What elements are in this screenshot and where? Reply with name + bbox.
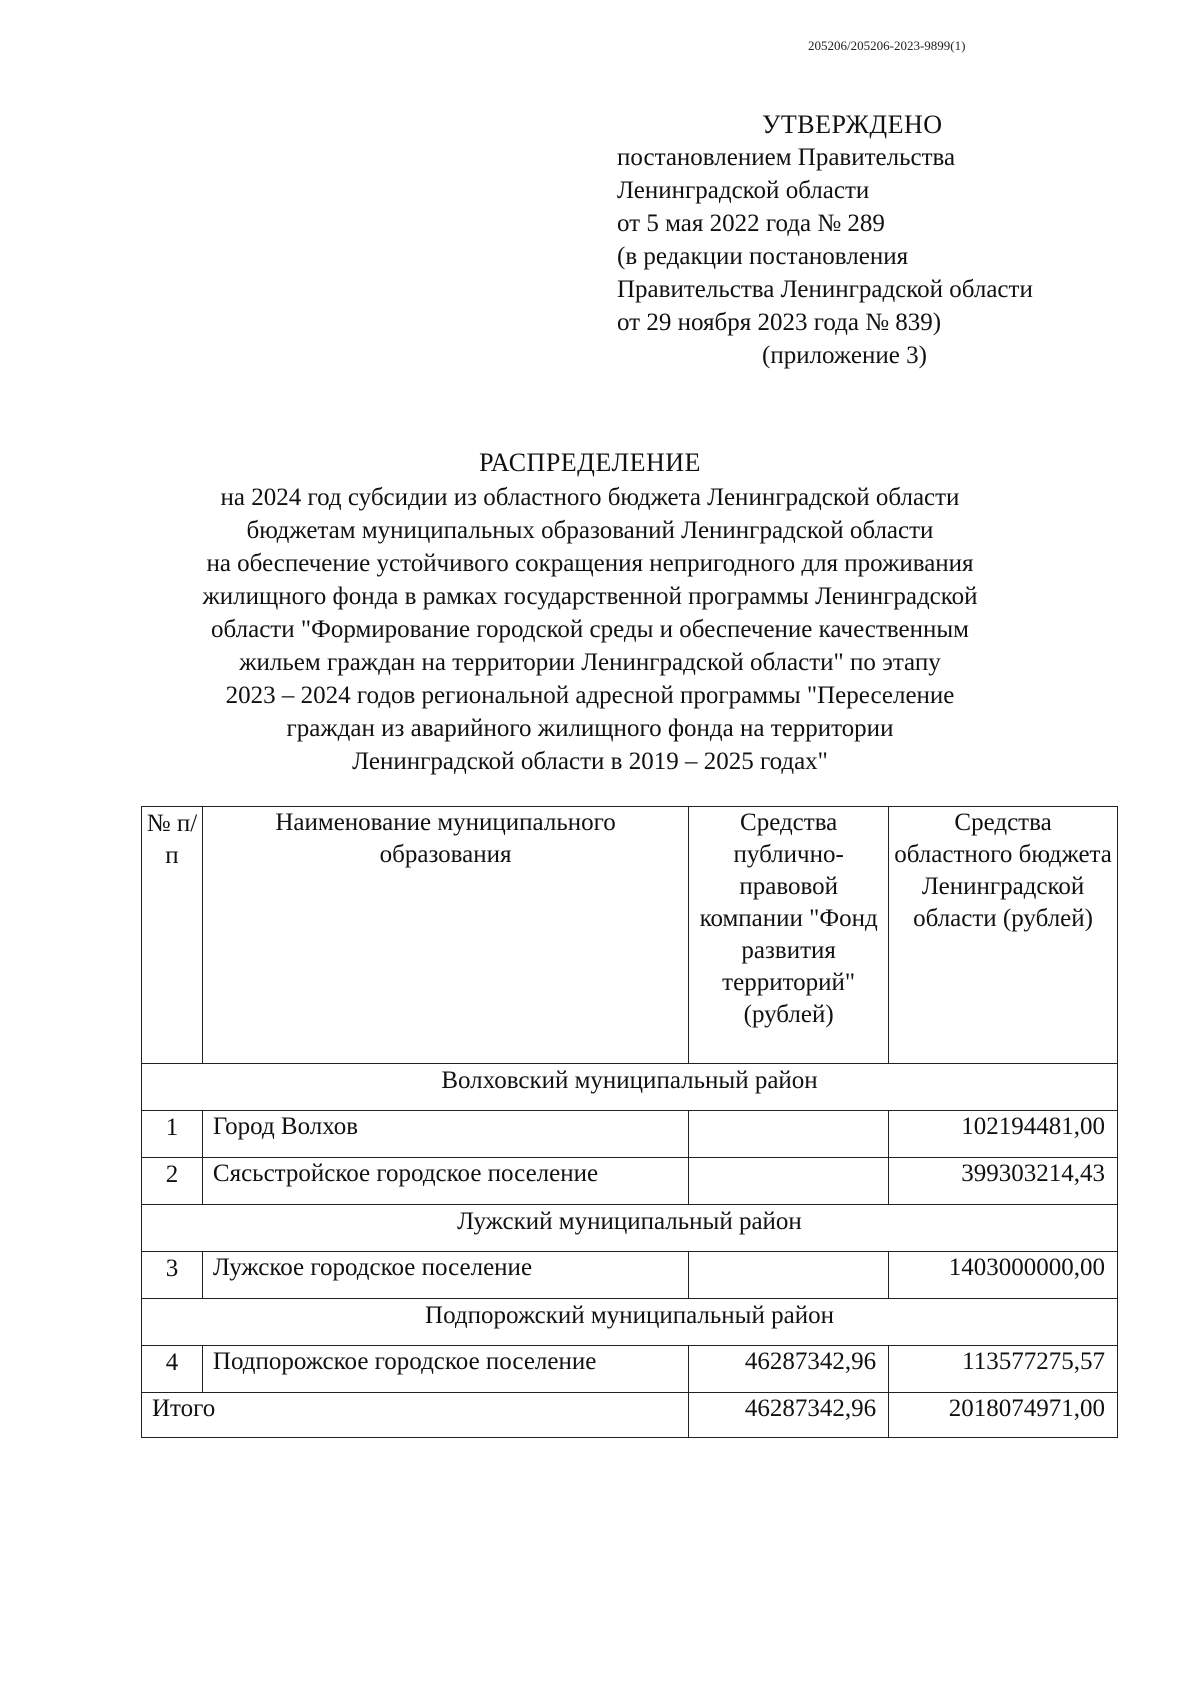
district-row [142, 1205, 1118, 1252]
table-row [142, 1111, 1118, 1158]
title-line: граждан из аварийного жилищного фонда на территории [286, 715, 894, 742]
title-line: жильем граждан на территории Ленинградской области" по этапу [239, 649, 941, 676]
total-fund-amount: 46287342,96 [689, 1393, 889, 1438]
approval-block [617, 108, 1157, 372]
table-row [142, 1252, 1118, 1299]
approval-line: от 5 мая 2022 года № 289 [617, 210, 885, 237]
approval-line: Ленинградской области [617, 177, 870, 204]
total-label: Итого [142, 1393, 689, 1438]
district-row [142, 1299, 1118, 1346]
document-id: 205206/205206-2023-9899(1) [808, 38, 966, 53]
title-line: бюджетам муниципальных образований Ленинградской области [246, 517, 934, 544]
municipality-name: Лужское городское поселение [202, 1252, 688, 1299]
district-row [142, 1064, 1118, 1111]
municipality-name: Подпорожское городское поселение [202, 1346, 688, 1393]
fund-amount [689, 1158, 889, 1205]
approval-line: (в редакции постановления [617, 243, 909, 270]
fund-amount [689, 1252, 889, 1299]
regional-amount: 399303214,43 [889, 1158, 1118, 1205]
header-municipality: Наименование муниципального образования [202, 807, 688, 1064]
approval-heading: УТВЕРЖДЕНО [762, 110, 943, 139]
row-number: 3 [142, 1252, 203, 1299]
regional-amount: 113577275,57 [889, 1346, 1118, 1393]
table-row [142, 1158, 1118, 1205]
total-regional-amount: 2018074971,00 [889, 1393, 1118, 1438]
row-number: 4 [142, 1346, 203, 1393]
district-name: Подпорожский муниципальный район [142, 1299, 1118, 1346]
document-title: РАСПРЕДЕЛЕНИЕ [479, 448, 701, 477]
header-fund-amount: Средства публично-правовой компании "Фонд развития территорий" (рублей) [689, 807, 889, 1064]
municipality-name: Сясьстройское городское поселение [202, 1158, 688, 1205]
fund-amount [689, 1111, 889, 1158]
title-line: жилищного фонда в рамках государственной программы Ленинградской [202, 583, 978, 610]
title-line: 2023 – 2024 годов региональной адресной программы "Переселение [225, 682, 955, 709]
title-line: на 2024 год субсидии из областного бюджета Ленинградской области [220, 484, 960, 511]
municipality-name: Город Волхов [202, 1111, 688, 1158]
approval-line: Правительства Ленинградской области [617, 276, 1033, 303]
table-row [142, 1346, 1118, 1393]
fund-amount: 46287342,96 [689, 1346, 889, 1393]
district-name: Волховский муниципальный район [142, 1064, 1118, 1111]
title-line: Ленинградской области в 2019 – 2025 годах" [352, 748, 828, 775]
regional-amount: 102194481,00 [889, 1111, 1118, 1158]
district-name: Лужский муниципальный район [142, 1205, 1118, 1252]
row-number: 2 [142, 1158, 203, 1205]
table-header-row [142, 807, 1118, 1064]
regional-amount: 1403000000,00 [889, 1252, 1118, 1299]
distribution-table [141, 806, 1118, 1438]
approval-line: постановлением Правительства [617, 144, 956, 171]
document-title-block [90, 446, 1090, 778]
header-regional-amount: Средства областного бюджета Ленинградской области (рублей) [889, 807, 1118, 1064]
title-line: области "Формирование городской среды и обеспечение качественным [211, 616, 969, 643]
title-line: на обеспечение устойчивого сокращения непригодного для проживания [206, 550, 974, 577]
approval-line: от 29 ноября 2023 года № 839) [617, 309, 942, 336]
appendix-note: (приложение 3) [762, 342, 927, 369]
header-number: № п/п [142, 807, 203, 1064]
total-row [142, 1393, 1118, 1438]
row-number: 1 [142, 1111, 203, 1158]
